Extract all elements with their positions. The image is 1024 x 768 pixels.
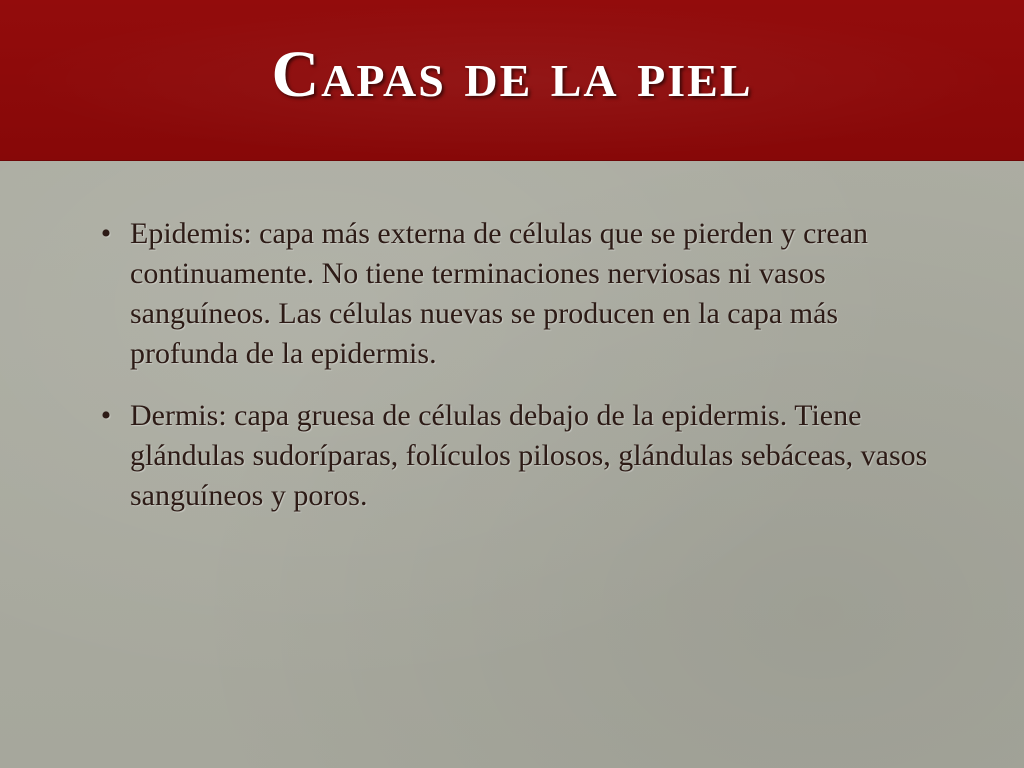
- bullet-icon: •: [100, 399, 112, 432]
- slide-content: [96, 214, 946, 538]
- bullet-icon: •: [100, 217, 112, 250]
- slide-title: Capas de la piel: [271, 38, 753, 111]
- bullet-text: Dermis: capa gruesa de células debajo de la epidermis. Tiene glándulas sudoríparas, folículos pilosos, glándulas sebáceas, vasos sanguíneos y poros.: [130, 399, 928, 512]
- bullet-list: [96, 214, 946, 516]
- bullet-item-dermis: [96, 396, 946, 516]
- title-bar: [0, 0, 1024, 161]
- bullet-text: Epidemis: capa más externa de células que se pierden y crean continuamente. No tiene terminaciones nerviosas ni vasos sanguíneos. Las células nuevas se producen en la capa más profunda de la epidermis.: [130, 217, 869, 370]
- bullet-item-epidermis: [96, 214, 946, 374]
